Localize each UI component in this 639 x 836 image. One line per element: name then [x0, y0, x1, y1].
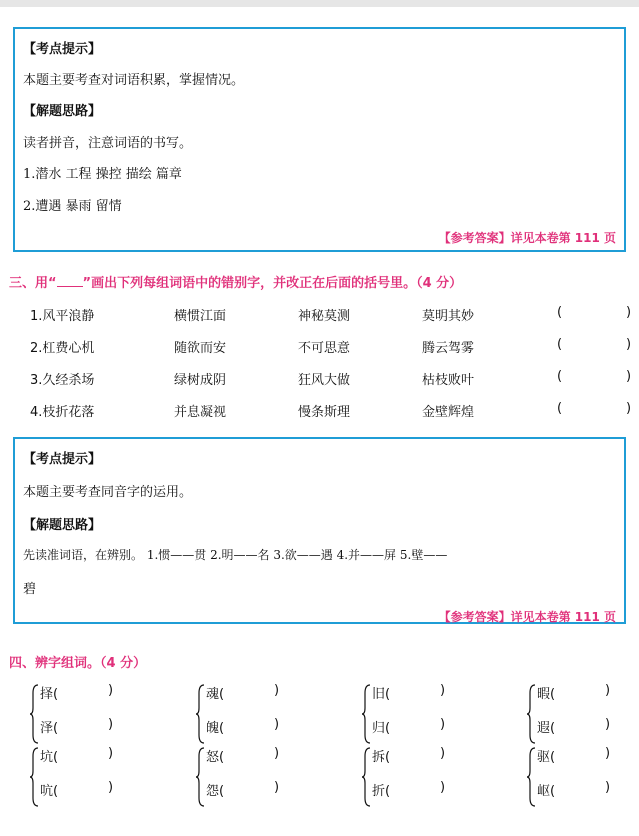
underline-blank	[57, 276, 83, 287]
char-bottom: 吭(	[40, 784, 59, 799]
char-pair	[362, 683, 482, 745]
section4-heading: 四、辨字组词。（4 分）	[9, 656, 147, 671]
rparen: )	[108, 780, 114, 795]
rparen: )	[108, 717, 114, 732]
word-cell: 不可思意	[298, 341, 351, 356]
word-cell: 狂风大做	[298, 373, 351, 388]
word-cell: 1.风平浪静	[30, 309, 95, 324]
char-bottom: 泽(	[40, 721, 59, 736]
char-pair	[527, 746, 639, 808]
brace-icon	[362, 683, 372, 745]
brace-icon	[527, 746, 537, 808]
table-row	[0, 369, 639, 391]
reference-answer: 【参考答案】详见本卷第 111 页	[438, 231, 616, 245]
rparen: )	[274, 717, 280, 732]
silu-text-cont: 碧	[23, 582, 37, 597]
rparen: )	[605, 717, 611, 732]
table-row	[0, 401, 639, 423]
char-pair	[30, 683, 150, 745]
char-bottom: 遐(	[537, 721, 556, 736]
word-cell: 4.枝折花落	[30, 405, 95, 420]
char-top: 择(	[40, 687, 59, 702]
rparen: )	[440, 780, 446, 795]
silu-text: 先读准词语，在辨别。 1.惯——贯 2.明——名 3.欲——遇 4.并——屏 5.壁——	[23, 548, 448, 562]
word-cell: 绿树成阴	[174, 373, 227, 388]
table-row	[0, 305, 639, 327]
section3-heading	[9, 272, 462, 291]
word-cell: 慢条斯理	[298, 405, 351, 420]
char-top: 怒(	[206, 750, 225, 765]
answer-rparen: )	[626, 369, 632, 384]
char-top: 驱(	[537, 750, 556, 765]
char-bottom: 岖(	[537, 784, 556, 799]
word-cell: 腾云驾雾	[422, 341, 475, 356]
word-cell: 横惯江面	[174, 309, 227, 324]
brace-icon	[196, 746, 206, 808]
word-cell: 莫明其妙	[422, 309, 475, 324]
rparen: )	[108, 746, 114, 761]
char-top: 魂(	[206, 687, 225, 702]
rparen: )	[440, 746, 446, 761]
word-cell: 神秘莫测	[298, 309, 351, 324]
char-top: 拆(	[372, 750, 391, 765]
answer-lparen[interactable]: (	[557, 369, 563, 384]
kaodian-label: 【考点提示】	[23, 452, 102, 467]
section3-heading-pre: 三、用“	[9, 276, 57, 291]
char-top: 暇(	[537, 687, 556, 702]
word-cell: 随欲而安	[174, 341, 227, 356]
rparen: )	[440, 717, 446, 732]
char-bottom: 怨(	[206, 784, 225, 799]
kaodian-text: 本题主要考查对词语积累，掌握情况。	[23, 73, 245, 88]
word-cell: 枯枝败叶	[422, 373, 475, 388]
rparen: )	[274, 683, 280, 698]
rparen: )	[274, 746, 280, 761]
answer-lparen[interactable]: (	[557, 401, 563, 416]
brace-icon	[527, 683, 537, 745]
char-pair	[196, 683, 316, 745]
top-bar	[0, 0, 639, 7]
char-pair	[30, 746, 150, 808]
hint-box-1	[13, 27, 626, 252]
rparen: )	[274, 780, 280, 795]
rparen: )	[605, 683, 611, 698]
char-pair	[527, 683, 639, 745]
answer-lparen[interactable]: (	[557, 305, 563, 320]
brace-icon	[30, 746, 40, 808]
table-row	[0, 337, 639, 359]
char-pair	[196, 746, 316, 808]
rparen: )	[605, 780, 611, 795]
answer-rparen: )	[626, 401, 632, 416]
brace-icon	[196, 683, 206, 745]
silu-label: 【解题思路】	[23, 518, 102, 533]
rparen: )	[108, 683, 114, 698]
brace-icon	[362, 746, 372, 808]
word-cell: 2.杠费心机	[30, 341, 95, 356]
char-pair	[362, 746, 482, 808]
answer-rparen: )	[626, 305, 632, 320]
answer-rparen: )	[626, 337, 632, 352]
rparen: )	[440, 683, 446, 698]
char-bottom: 归(	[372, 721, 391, 736]
kaodian-text: 本题主要考查同音字的运用。	[23, 485, 193, 500]
answer-line-1: 1.潜水 工程 操控 描绘 篇章	[23, 167, 182, 182]
answer-line-2: 2.遭遇 暴雨 留情	[23, 199, 122, 214]
section3-heading-post: ”画出下列每组词语中的错别字，并改正在后面的括号里。（4 分）	[82, 276, 463, 291]
silu-text: 读者拼音，注意词语的书写。	[23, 136, 193, 151]
answer-lparen[interactable]: (	[557, 337, 563, 352]
kaodian-label: 【考点提示】	[23, 42, 102, 57]
char-top: 坑(	[40, 750, 59, 765]
word-cell: 3.久经杀场	[30, 373, 95, 388]
char-bottom: 折(	[372, 784, 391, 799]
hint-box-2	[13, 437, 626, 624]
brace-icon	[30, 683, 40, 745]
reference-answer: 【参考答案】详见本卷第 111 页	[438, 610, 616, 624]
silu-label: 【解题思路】	[23, 104, 102, 119]
char-bottom: 魄(	[206, 721, 225, 736]
word-cell: 金壁辉煌	[422, 405, 475, 420]
word-cell: 并息凝视	[174, 405, 227, 420]
rparen: )	[605, 746, 611, 761]
char-top: 旧(	[372, 687, 391, 702]
